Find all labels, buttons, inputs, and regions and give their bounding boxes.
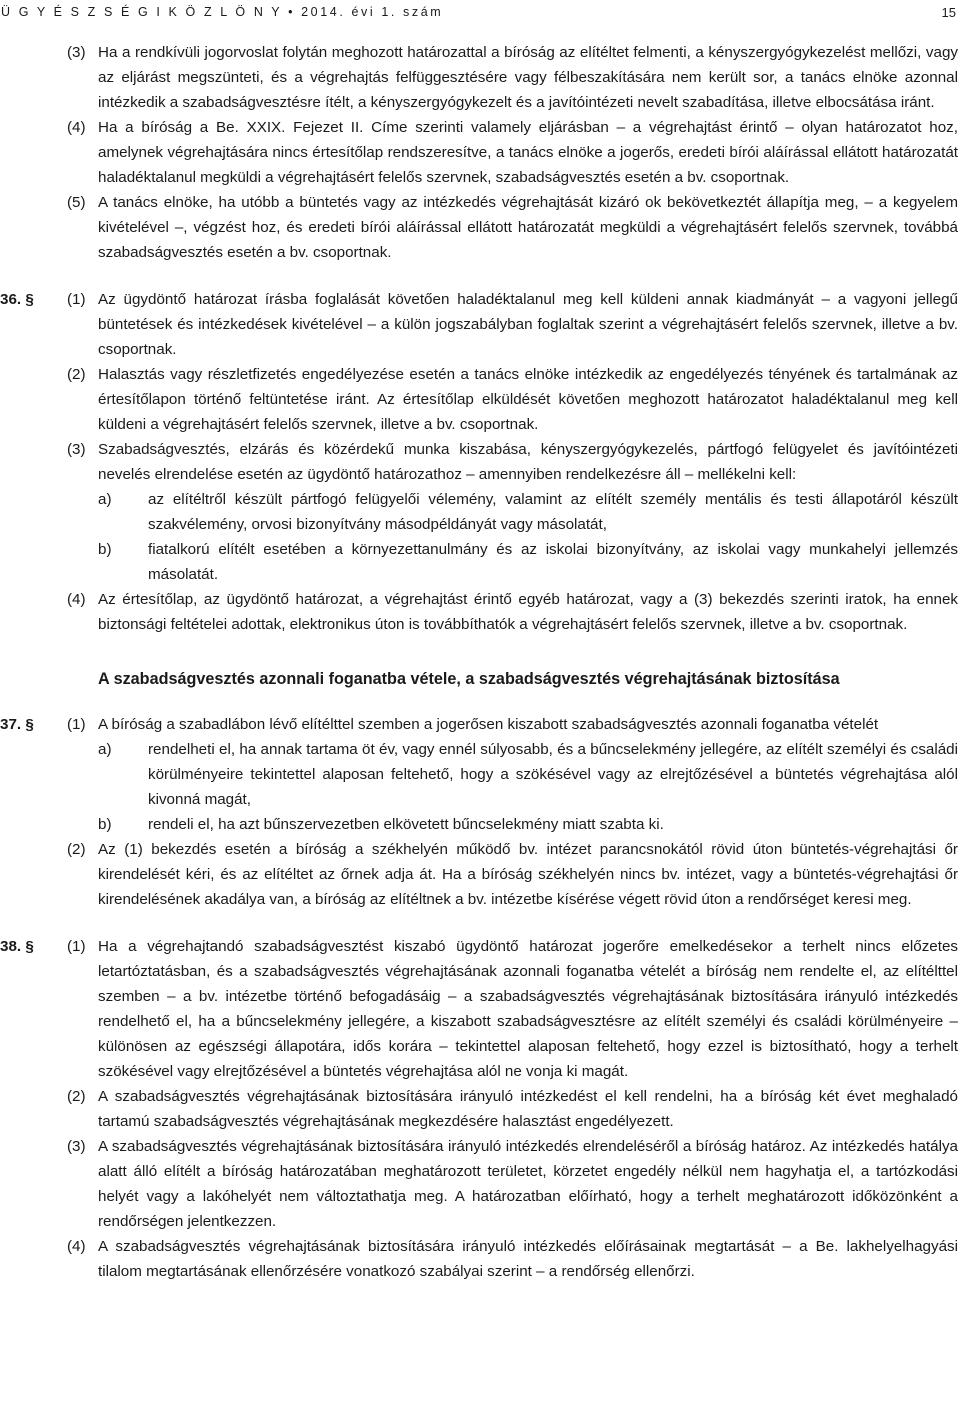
paragraph-38-2 xyxy=(0,1084,960,1134)
paragraph-number: (3) xyxy=(67,44,86,61)
paragraph-text: A szabadságvesztés végrehajtásának biztosítására irányuló intézkedés előírásainak megtartását – a Be. lakhelyelhagyási tilalom megtartásának ellenőrzésére vonatkozó szabályai szerint – a rendőrség ellenőrzi. xyxy=(98,1238,958,1280)
list-item-text: rendeli el, ha azt bűnszervezetben elkövetett bűncselekmény miatt szabta ki. xyxy=(148,816,664,833)
paragraph-text: Halasztás vagy részletfizetés engedélyezése esetén a tanács elnöke intézkedik az engedélyezés tényének és tartalmának az értesítőlapon történő feltüntetése iránt. Az értesítőlap elküldését követően meghozott határozatot haladéktalanul meg kell küldeni a végrehajtásért felelős szervnek, illetve a bv. csoportnak. xyxy=(98,366,958,433)
paragraph-number: (2) xyxy=(67,1088,86,1105)
document-body xyxy=(0,40,960,1284)
journal-title: Ü G Y É S Z S É G I K Ö Z L Ö N Y • 2014. évi 1. szám xyxy=(1,5,444,19)
paragraph-38-1 xyxy=(0,934,960,1084)
list-item-37-1-a xyxy=(0,737,960,812)
section-heading: A szabadságvesztés azonnali foganatba vétele, a szabadságvesztés végrehajtásának biztosítása xyxy=(98,670,840,688)
list-item-label: b) xyxy=(98,816,112,833)
paragraph-number: (1) xyxy=(67,938,86,955)
paragraph-number: (3) xyxy=(67,1138,86,1155)
paragraph-text: Az értesítőlap, az ügydöntő határozat, a végrehajtást érintő egyéb határozat, vagy a (3) bekezdés szerinti iratok, ha ennek biztonsági feltételei adottak, elektronikus úton is továbbíthatók a végrehajtásért felelős szervnek, illetve a bv. csoportnak. xyxy=(98,591,958,633)
list-item-label: a) xyxy=(98,741,112,758)
list-item-label: b) xyxy=(98,541,112,558)
paragraph-37-2 xyxy=(0,837,960,912)
section-number-37: 37. § xyxy=(0,716,34,733)
list-item-label: a) xyxy=(98,491,112,508)
paragraph-text: Az (1) bekezdés esetén a bíróság a székhelyén működő bv. intézet parancsnokától rövid úton büntetés-végrehajtási őr kirendelését kéri, és az elítéltet az őrnek adja át. Ha a bíróság székhelyén nincs bv. intézet, vagy a büntetés-végrehajtási őr kirendelésének akadálya van, a bíróság az elítéltnek a bv. intézetbe kísérése végett rövid úton a rendőrséget keresi meg. xyxy=(98,841,958,908)
paragraph-36-3 xyxy=(0,437,960,487)
paragraph-35-4 xyxy=(0,115,960,190)
paragraph-36-1 xyxy=(0,287,960,362)
section-number-38: 38. § xyxy=(0,938,34,955)
paragraph-number: (1) xyxy=(67,716,86,733)
paragraph-text: A tanács elnöke, ha utóbb a büntetés vagy az intézkedés végrehajtását kizáró ok bekövetkeztét állapítja meg, – a kegyelem kivételével –, végzést hoz, és eredeti bírói aláírással ellátott határozatát megküldi a végrehajtásért felelős szervnek, továbbá szabadságvesztés esetén a bv. csoportnak. xyxy=(98,194,958,261)
paragraph-number: (2) xyxy=(67,366,86,383)
paragraph-number: (5) xyxy=(67,194,86,211)
paragraph-text: Ha a bíróság a Be. XXIX. Fejezet II. Címe szerinti valamely eljárásban – a végrehajtást érintő – olyan határozatot hoz, amelynek végrehajtására nincs értesítőlap rendszeresítve, a tanács elnöke a jogerős, eredeti bírói aláírással ellátott határozatát haladéktalanul megküldi a végrehajtásért felelős szervnek, szabadságvesztés esetén a bv. csoportnak. xyxy=(98,119,958,186)
paragraph-35-3 xyxy=(0,40,960,115)
list-item-text: az elítéltről készült pártfogó felügyelői vélemény, valamint az elítélt személy mentális és testi állapotáról készült szakvélemény, orvosi bizonyítvány másodpéldányát vagy másolatát, xyxy=(148,491,958,533)
paragraph-number: (4) xyxy=(67,1238,86,1255)
paragraph-text: Ha a rendkívüli jogorvoslat folytán meghozott határozattal a bíróság az elítéltet felmenti, a kényszergyógykezelést mellőzi, vagy az eljárást megszünteti, és a végrehajtás felfüggesztésére vagy félbeszakítására nem került sor, a tanács elnöke azonnal intézkedik a szabadságvesztésre ítélt, a kényszergyógykezelt és a javítóintézeti nevelt szabadítása, illetve elbocsátása iránt. xyxy=(98,44,958,111)
paragraph-38-3 xyxy=(0,1134,960,1234)
list-item-text: fiatalkorú elítélt esetében a környezettanulmány és az iskolai bizonyítvány, az iskolai vagy munkahelyi jellemzés másolatát. xyxy=(148,541,958,583)
paragraph-number: (4) xyxy=(67,119,86,136)
paragraph-text: A bíróság a szabadlábon lévő elítélttel szemben a jogerősen kiszabott szabadságvesztés azonnali foganatba vételét xyxy=(98,716,879,733)
paragraph-36-4 xyxy=(0,587,960,637)
paragraph-number: (4) xyxy=(67,591,86,608)
paragraph-text: A szabadságvesztés végrehajtásának biztosítására irányuló intézkedést el kell rendelni, ha a bíróság két évet meghaladó tartamú szabadságvesztés végrehajtásának megkezdésére halasztást engedélyezett. xyxy=(98,1088,958,1130)
paragraph-text: Az ügydöntő határozat írásba foglalását követően haladéktalanul meg kell küldeni annak kiadmányát – a vagyoni jellegű büntetések és intézkedések kivételével – a külön jogszabályban foglaltak szerint a végrehajtásért felelős szervnek, illetve a bv. csoportnak. xyxy=(98,291,958,358)
paragraph-number: (2) xyxy=(67,841,86,858)
paragraph-text: Ha a végrehajtandó szabadságvesztést kiszabó ügydöntő határozat jogerőre emelkedésekor a terhelt nincs előzetes letartóztatásban, és a szabadságvesztés végrehajtásának azonnali foganatba vételét a bíróság nem rendelte el, az elítélttel szemben – a bv. intézetbe történő befogadásáig – a szabadságvesztés végrehajtásának biztosítására irányuló intézkedés rendelhető el, ha a bűncselekmény jellegére, a kiszabott szabadságvesztésre az elítélt személyi és családi körülményeire – különösen az egészségi állapotára, idős korára – tekintettel alaposan feltehető, hogy ezzel is biztosítható, hogy a terhelt szökésével vagy elrejtőzésével a büntetés végrehajtása alól ne vonja ki magát. xyxy=(98,938,958,1080)
paragraph-36-2 xyxy=(0,362,960,437)
list-item-text: rendelheti el, ha annak tartama öt év, vagy ennél súlyosabb, és a bűncselekmény jellegére, az elítélt személyi és családi körülményeire tekintettel alaposan feltehető, hogy a szökésével vagy az elrejtőzésével a büntetés végrehajtása alól kivonná magát, xyxy=(148,741,958,808)
running-header xyxy=(0,0,960,22)
paragraph-number: (3) xyxy=(67,441,86,458)
paragraph-38-4 xyxy=(0,1234,960,1284)
paragraph-text: A szabadságvesztés végrehajtásának biztosítására irányuló intézkedés elrendeléséről a bíróság határoz. Az intézkedés hatálya alatt álló elítélt a bíróság határozatában meghatározott területet, körzetet engedély nélkül nem hagyhatja el, a tartózkodási helyét vagy a lakóhelyét nem változtathatja meg. A határozatban előírható, hogy a terhelt meghatározott időközönként a rendőrségen jelentkezzen. xyxy=(98,1138,958,1230)
paragraph-text: Szabadságvesztés, elzárás és közérdekű munka kiszabása, kényszergyógykezelés, pártfogó felügyelet és javítóintézeti nevelés elrendelése esetén az ügydöntő határozathoz – amennyiben rendelkezésre áll – mellékelni kell: xyxy=(98,441,958,483)
list-item-36-3-a xyxy=(0,487,960,537)
page-number: 15 xyxy=(941,5,956,20)
paragraph-number: (1) xyxy=(67,291,86,308)
paragraph-37-1 xyxy=(0,712,960,737)
paragraph-35-5 xyxy=(0,190,960,265)
list-item-37-1-b xyxy=(0,812,960,837)
list-item-36-3-b xyxy=(0,537,960,587)
section-number-36: 36. § xyxy=(0,291,34,308)
